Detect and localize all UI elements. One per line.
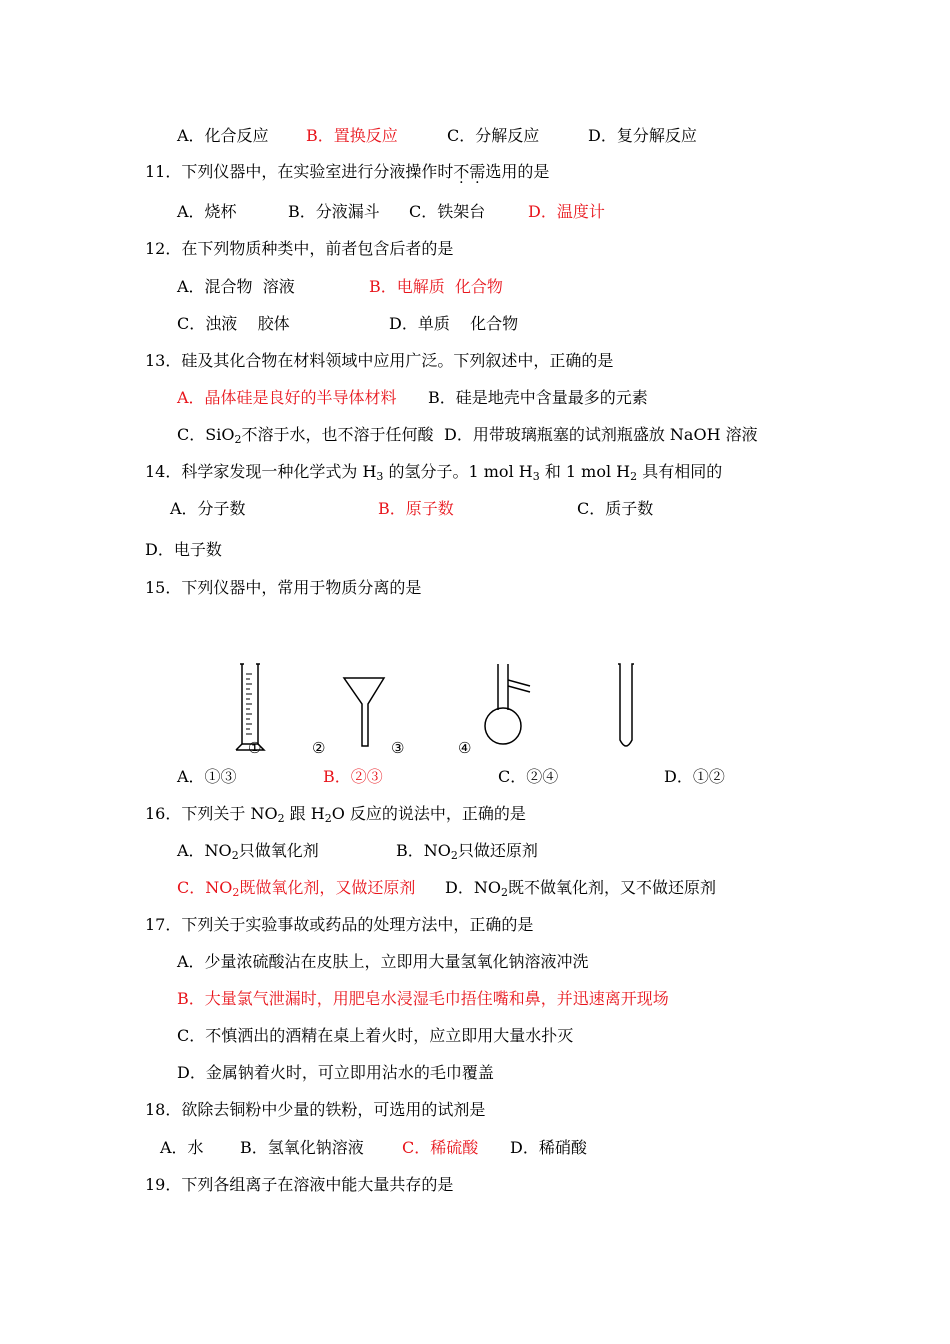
- q18-option-a: A．水: [160, 1138, 204, 1157]
- q15-option-c: C．②④: [498, 767, 559, 786]
- q17-option-d: D．金属钠着火时，可立即用沾水的毛巾覆盖: [177, 1063, 494, 1082]
- q16-option-d: D．$NO_2$既不做氧化剂，又不做还原剂: [445, 878, 716, 899]
- q11-option-a: A．烧杯: [177, 202, 237, 221]
- q10-option-c: C．分解反应: [447, 126, 540, 145]
- q11-stem: 11．下列仪器中，在实验室进行分液操作时不需选用的是: [145, 162, 550, 181]
- apparatus-label-1: ①: [248, 739, 262, 757]
- q17-option-b: B．大量氯气泄漏时，用肥皂水浸湿毛巾捂住嘴和鼻，并迅速离开现场: [177, 989, 669, 1008]
- q12-option-d: D．单质 化合物: [389, 314, 519, 333]
- q10-option-a: A．化合反应: [177, 126, 269, 145]
- q15-stem: 15．下列仪器中，常用于物质分离的是: [145, 578, 422, 597]
- q16-option-c: C．$NO_2$既做氧化剂，又做还原剂: [177, 878, 416, 899]
- test-tube-icon: [618, 664, 634, 746]
- q13-option-c: C．SiO$_2$不溶于水，也不溶于任何酸: [177, 425, 434, 446]
- q12-option-b: B．电解质 化合物: [369, 277, 503, 296]
- q12-stem: 12．在下列物质种类中，前者包含后者的是: [145, 239, 454, 258]
- q18-option-c: C．稀硫酸: [402, 1138, 479, 1157]
- apparatus-label-3: ③: [391, 739, 405, 757]
- q15-option-a: A．①③: [177, 767, 237, 786]
- apparatus-label-2: ②: [312, 739, 326, 757]
- q12-option-a: A．混合物 溶液: [177, 277, 295, 296]
- q17-stem: 17．下列关于实验事故或药品的处理方法中，正确的是: [145, 915, 534, 934]
- apparatus-figure: [230, 660, 650, 760]
- q10-option-d: D．复分解反应: [588, 126, 697, 145]
- q13-stem: 13．硅及其化合物在材料领域中应用广泛。下列叙述中，正确的是: [145, 351, 614, 370]
- q15-option-d: D．①②: [664, 767, 725, 786]
- q13-option-d: D．用带玻璃瓶塞的试剂瓶盛放 NaOH 溶液: [444, 425, 758, 444]
- q14-option-d: D．电子数: [145, 540, 222, 559]
- q11-option-d: D．温度计: [528, 202, 605, 221]
- q13-option-a: A．晶体硅是良好的半导体材料: [177, 388, 397, 407]
- q10-option-b: B．置换反应: [306, 126, 398, 145]
- q18-option-d: D．稀硝酸: [510, 1138, 587, 1157]
- q16-option-b: B．$NO_2$只做还原剂: [396, 841, 538, 862]
- q17-option-c: C．不慎洒出的酒精在桌上着火时，应立即用大量水扑灭: [177, 1026, 574, 1045]
- q14-option-b: B．原子数: [378, 499, 454, 518]
- q11-option-b: B．分液漏斗: [288, 202, 380, 221]
- distilling-flask-icon: [485, 664, 530, 744]
- q11-option-c: C．铁架台: [409, 202, 486, 221]
- q14-stem: 14．科学家发现一种化学式为 $H_3$ 的氢分子。1 mol $H_3$ 和 1 mol $H_2$ 具有相同的: [145, 462, 723, 483]
- q14-option-a: A．分子数: [170, 499, 246, 518]
- q14-option-c: C．质子数: [577, 499, 654, 518]
- q13-option-b: B．硅是地壳中含量最多的元素: [428, 388, 648, 407]
- q19-stem: 19．下列各组离子在溶液中能大量共存的是: [145, 1175, 454, 1194]
- q18-stem: 18．欲除去铜粉中少量的铁粉，可选用的试剂是: [145, 1100, 486, 1119]
- q16-stem: 16．下列关于 $NO_2$ 跟 $H_2O$ 反应的说法中，正确的是: [145, 804, 526, 825]
- q16-option-a: A．$NO_2$只做氧化剂: [177, 841, 319, 862]
- apparatus-label-4: ④: [458, 739, 472, 757]
- q18-option-b: B．氢氧化钠溶液: [240, 1138, 364, 1157]
- funnel-icon: [344, 678, 384, 746]
- q17-option-a: A．少量浓硫酸沾在皮肤上，立即用大量氢氧化钠溶液冲洗: [177, 952, 589, 971]
- q12-option-c: C．浊液 胶体: [177, 314, 290, 333]
- q15-option-b: B．②③: [323, 767, 383, 786]
